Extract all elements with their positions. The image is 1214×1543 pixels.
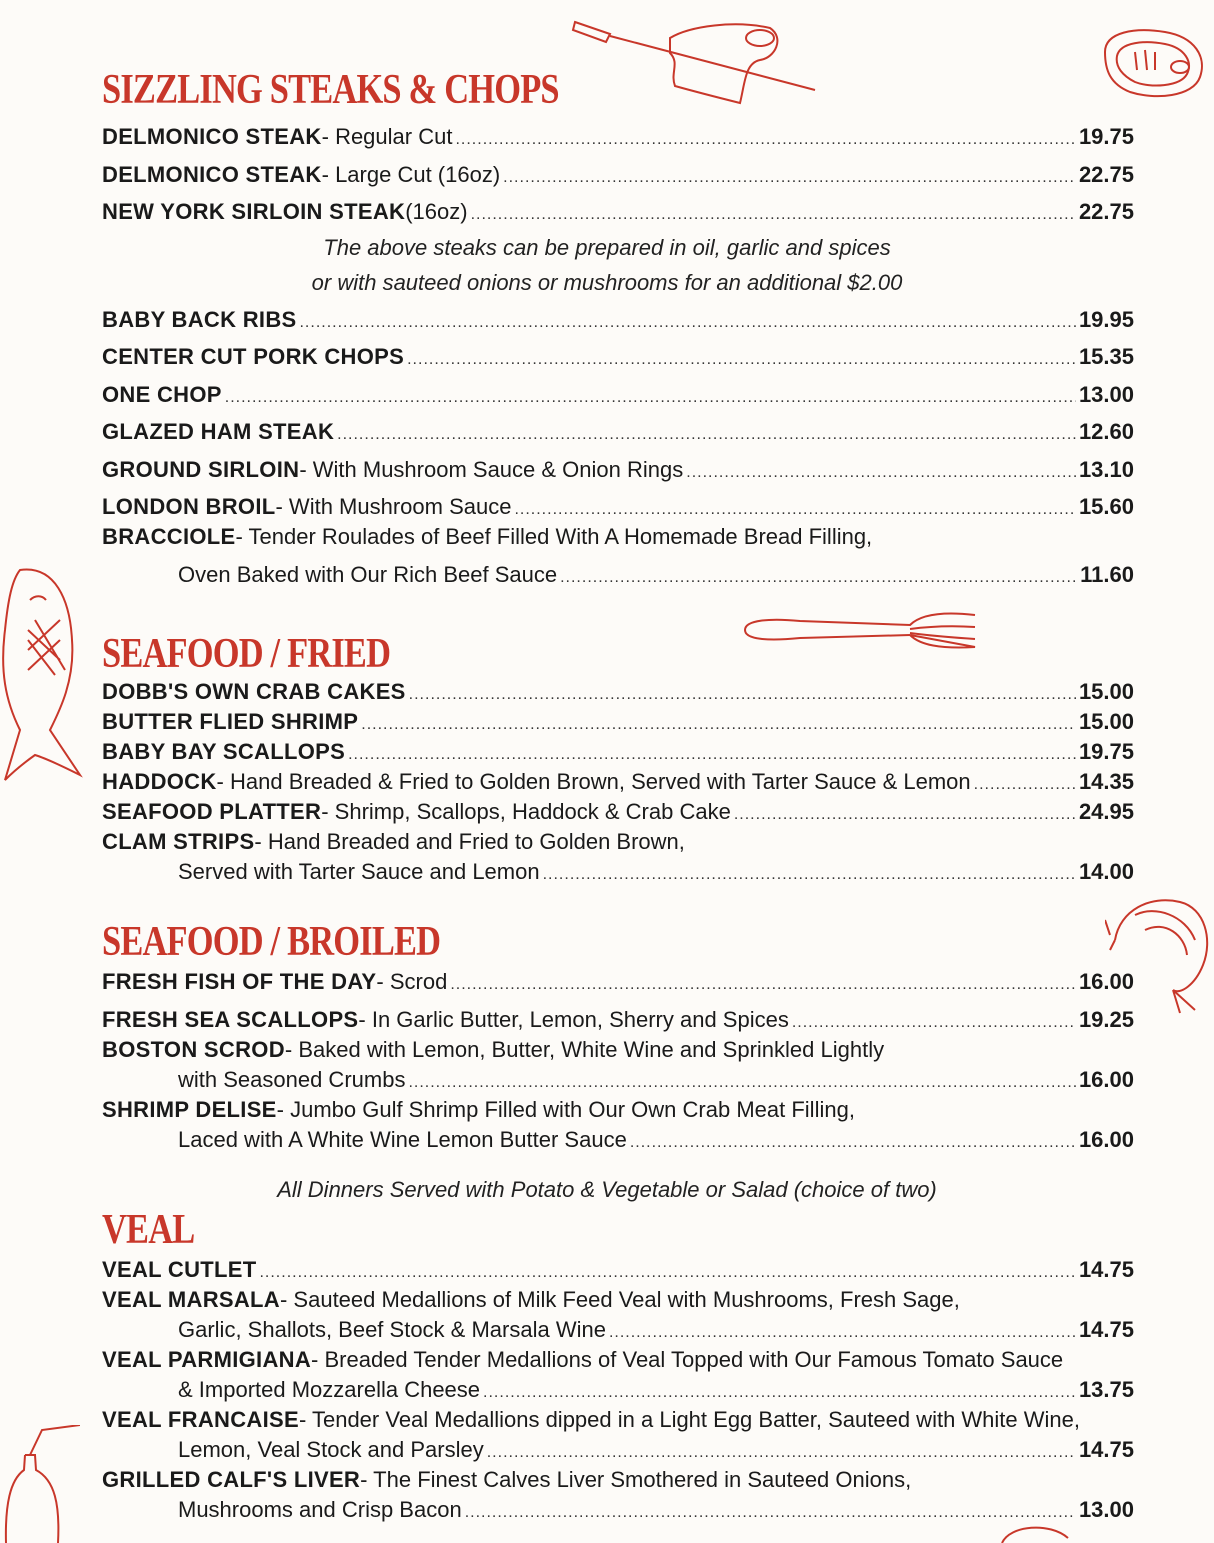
item-desc: - Hand Breaded and Fried to Golden Brown, [254, 829, 685, 854]
item-desc: - Regular Cut [321, 124, 453, 149]
item-desc-line-2: Garlic, Shallots, Beef Stock & Marsala Wine [178, 1317, 606, 1342]
item-price: 19.25 [1078, 1007, 1134, 1032]
item-desc: - Baked with Lemon, Butter, White Wine and Sprinkled Lightly [284, 1037, 885, 1062]
menu-item [102, 969, 1134, 998]
item-price: 16.00 [1078, 1067, 1134, 1092]
menu-item-continuation [178, 1067, 1134, 1096]
item-price: 14.35 [1078, 769, 1134, 794]
menu-item [102, 524, 1134, 550]
item-name: GLAZED HAM STEAK [102, 419, 335, 444]
item-desc-line-2: Mushrooms and Crisp Bacon [178, 1497, 462, 1522]
section-title-steaks-chops: SIZZLING STEAKS & CHOPS [102, 67, 559, 113]
item-name: VEAL CUTLET [102, 1257, 257, 1282]
leader-dots [299, 310, 1075, 336]
dinners-note: All Dinners Served with Potato & Vegetable or Salad (choice of two) [277, 1177, 937, 1202]
item-price: 14.75 [1078, 1257, 1134, 1282]
leader-dots [455, 127, 1075, 153]
item-name: FRESH SEA SCALLOPS [102, 1007, 359, 1032]
item-desc: - In Garlic Butter, Lemon, Sherry and Spices [358, 1007, 789, 1032]
menu-item [102, 829, 1134, 855]
item-name: DELMONICO STEAK [102, 124, 322, 149]
menu-item-continuation [178, 1127, 1134, 1156]
item-price: 13.75 [1078, 1377, 1134, 1402]
item-price: 15.35 [1078, 344, 1134, 369]
item-desc: - The Finest Calves Liver Smothered in Sauteed Onions, [360, 1467, 912, 1492]
item-name: BOSTON SCROD [102, 1037, 285, 1062]
item-price: 11.60 [1080, 562, 1134, 587]
item-desc: - Tender Roulades of Beef Filled With A Homemade Bread Filling, [235, 524, 873, 549]
steak-note-line-2: or with sauteed onions or mushrooms for an additional $2.00 [311, 270, 903, 295]
item-desc-line-2: Lemon, Veal Stock and Parsley [178, 1437, 484, 1462]
menu-item [102, 1287, 1134, 1313]
item-desc: - With Mushroom Sauce [275, 494, 512, 519]
menu-item-continuation [178, 562, 1134, 591]
item-price: 14.75 [1078, 1437, 1134, 1462]
item-price: 14.75 [1078, 1317, 1134, 1342]
menu-item [102, 1097, 1134, 1123]
menu-item-continuation [178, 1497, 1134, 1526]
item-price: 14.00 [1078, 859, 1134, 884]
item-name: VEAL MARSALA [102, 1287, 280, 1312]
item-desc-line-2: Served with Tarter Sauce and Lemon [178, 859, 540, 884]
fish-icon [0, 560, 100, 790]
item-price: 22.75 [1078, 199, 1134, 224]
item-price: 19.75 [1078, 124, 1134, 149]
item-desc-line-2: Oven Baked with Our Rich Beef Sauce [178, 562, 558, 587]
item-desc: - Hand Breaded & Fried to Golden Brown, Served with Tarter Sauce & Lemon [216, 769, 971, 794]
item-name: BABY BAY SCALLOPS [102, 739, 346, 764]
leader-dots [465, 1500, 1076, 1526]
menu-item [102, 344, 1134, 373]
leader-dots [361, 712, 1076, 738]
item-desc: - Jumbo Gulf Shrimp Filled with Our Own Crab Meat Filling, [276, 1097, 855, 1122]
menu-item [102, 382, 1134, 411]
menu-item-continuation [178, 1317, 1134, 1346]
fork-icon [740, 605, 980, 655]
section-title-veal: VEAL [102, 1207, 195, 1253]
menu-item [102, 709, 1134, 738]
menu-item [102, 124, 1134, 153]
item-name: FRESH FISH OF THE DAY [102, 969, 377, 994]
item-desc-line-2: with Seasoned Crumbs [178, 1067, 406, 1092]
menu-item [102, 307, 1134, 336]
section-title-seafood-fried: SEAFOOD / FRIED [102, 631, 391, 677]
menu-item [102, 1007, 1134, 1036]
leader-dots [974, 772, 1076, 798]
item-price: 13.00 [1078, 1497, 1134, 1522]
leader-dots [225, 385, 1076, 411]
item-price: 16.00 [1078, 969, 1134, 994]
item-price: 12.60 [1078, 419, 1134, 444]
leader-dots [543, 862, 1076, 888]
item-name: GRILLED CALF'S LIVER [102, 1467, 361, 1492]
item-desc: - Breaded Tender Medallions of Veal Topped with Our Famous Tomato Sauce [311, 1347, 1064, 1372]
item-desc: - With Mushroom Sauce & Onion Rings [299, 457, 684, 482]
menu-item [102, 799, 1134, 828]
leader-dots [792, 1010, 1076, 1036]
leader-dots [487, 1440, 1076, 1466]
menu-item-continuation [178, 1437, 1134, 1466]
leader-dots [630, 1130, 1076, 1156]
menu-item [102, 1037, 1134, 1063]
item-price: 13.00 [1078, 382, 1134, 407]
item-desc: - Shrimp, Scallops, Haddock & Crab Cake [321, 799, 731, 824]
item-desc-line-2: Laced with A White Wine Lemon Butter Sauce [178, 1127, 627, 1152]
leader-dots [407, 347, 1076, 373]
item-name: DOBB'S OWN CRAB CAKES [102, 679, 406, 704]
leader-dots [409, 682, 1076, 708]
item-price: 24.95 [1078, 799, 1134, 824]
item-name: CLAM STRIPS [102, 829, 255, 854]
item-price: 13.10 [1078, 457, 1134, 482]
leader-dots [337, 422, 1076, 448]
item-name: HADDOCK [102, 769, 217, 794]
item-name: SHRIMP DELISE [102, 1097, 277, 1122]
leader-dots [471, 202, 1076, 228]
leader-dots [734, 802, 1076, 828]
item-price: 15.00 [1078, 679, 1134, 704]
menu-item [102, 769, 1134, 798]
menu-item [102, 419, 1134, 448]
item-name: SEAFOOD PLATTER [102, 799, 322, 824]
leader-dots [348, 742, 1076, 768]
menu-item [102, 1347, 1134, 1373]
item-desc: - Large Cut (16oz) [321, 162, 501, 187]
menu-item [102, 494, 1134, 523]
item-name: BUTTER FLIED SHRIMP [102, 709, 359, 734]
item-name: VEAL PARMIGIANA [102, 1347, 312, 1372]
menu-item [102, 1257, 1134, 1286]
item-price: 19.95 [1078, 307, 1134, 332]
item-desc-line-2: & Imported Mozzarella Cheese [178, 1377, 481, 1402]
steak-skewer-icon [570, 8, 820, 113]
menu-item [102, 679, 1134, 708]
leader-dots [609, 1320, 1076, 1346]
menu-item-continuation [178, 1377, 1134, 1406]
item-name: LONDON BROIL [102, 494, 276, 519]
steak-icon [1095, 22, 1210, 102]
item-price: 15.60 [1078, 494, 1134, 519]
leader-dots [560, 565, 1077, 591]
leader-dots [483, 1380, 1076, 1406]
item-desc: - Sauteed Medallions of Milk Feed Veal with Mushrooms, Fresh Sage, [279, 1287, 960, 1312]
menu-item-continuation [178, 859, 1134, 888]
item-desc: - Tender Veal Medallions dipped in a Light Egg Batter, Sauteed with White Wine, [298, 1407, 1081, 1432]
item-price: 22.75 [1078, 162, 1134, 187]
item-name: BRACCIOLE [102, 524, 236, 549]
leader-dots [450, 972, 1076, 998]
leader-dots [503, 165, 1076, 191]
item-desc: (16oz) [405, 199, 468, 224]
menu-item [102, 457, 1134, 486]
menu-item [102, 1407, 1152, 1433]
item-name: ONE CHOP [102, 382, 222, 407]
leader-dots [259, 1260, 1075, 1286]
menu-item [102, 1467, 1134, 1493]
menu-item [102, 739, 1134, 768]
item-name: GROUND SIRLOIN [102, 457, 300, 482]
steak-note-line-1: The above steaks can be prepared in oil, garlic and spices [323, 235, 891, 260]
item-price: 19.75 [1078, 739, 1134, 764]
item-price: 15.00 [1078, 709, 1134, 734]
item-name: DELMONICO STEAK [102, 162, 322, 187]
item-name: VEAL FRANCAISE [102, 1407, 299, 1432]
leader-dots [686, 460, 1076, 486]
item-name: BABY BACK RIBS [102, 307, 297, 332]
item-desc: - Scrod [376, 969, 448, 994]
bottle-icon [0, 1425, 80, 1543]
item-price: 16.00 [1078, 1127, 1134, 1152]
item-name: NEW YORK SIRLOIN STEAK [102, 199, 406, 224]
menu-item [102, 162, 1134, 191]
menu-item [102, 199, 1134, 228]
section-title-seafood-broiled: SEAFOOD / BROILED [102, 919, 441, 965]
leader-dots [408, 1070, 1075, 1096]
leader-dots [514, 497, 1075, 523]
item-name: CENTER CUT PORK CHOPS [102, 344, 405, 369]
